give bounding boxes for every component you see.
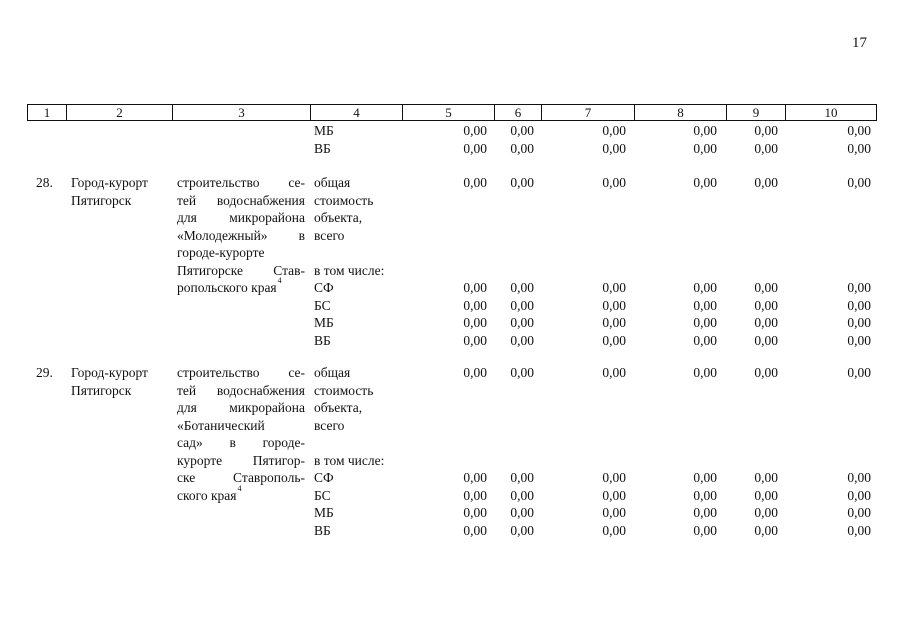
source-value: 0,00 xyxy=(847,505,871,520)
total-value: 0,00 xyxy=(847,175,871,190)
source-value: 0,00 xyxy=(510,297,534,313)
continuation-value: 0,00 xyxy=(463,123,487,138)
source-value: 0,00 xyxy=(847,280,871,295)
source-label: БС xyxy=(314,487,331,503)
source-value: 0,00 xyxy=(847,470,871,485)
source-value: 0,00 xyxy=(510,280,534,295)
source-value: 0,00 xyxy=(463,505,487,520)
total-label: стоимость xyxy=(314,192,374,208)
total-label: общая xyxy=(314,175,351,190)
project-description: ске Ставрополь- xyxy=(177,470,305,485)
source-value: 0,00 xyxy=(510,332,534,348)
total-label: всего xyxy=(314,417,345,433)
total-label: объекта, xyxy=(314,400,363,415)
source-value: 0,00 xyxy=(693,470,717,485)
project-description: для микрорайона xyxy=(177,400,305,415)
total-value: 0,00 xyxy=(602,175,626,190)
source-label: СФ xyxy=(314,280,334,295)
source-value: 0,00 xyxy=(754,332,778,348)
municipality-name: Город-курорт xyxy=(71,175,148,190)
source-value: 0,00 xyxy=(602,522,626,538)
source-value: 0,00 xyxy=(754,315,778,330)
source-value: 0,00 xyxy=(510,470,534,485)
project-description: для микрорайона xyxy=(177,210,305,225)
total-label: стоимость xyxy=(314,382,374,398)
source-label: ВБ xyxy=(314,522,331,538)
continuation-value: 0,00 xyxy=(602,123,626,138)
continuation-value: 0,00 xyxy=(847,140,871,156)
row-number: 29. xyxy=(36,365,53,380)
project-description: Пятигорске Став- xyxy=(177,262,305,278)
source-value: 0,00 xyxy=(510,315,534,330)
total-value: 0,00 xyxy=(510,365,534,380)
continuation-value: 0,00 xyxy=(510,140,534,156)
source-value: 0,00 xyxy=(693,297,717,313)
source-value: 0,00 xyxy=(463,522,487,538)
page-number: 17 xyxy=(852,35,867,51)
source-value: 0,00 xyxy=(754,297,778,313)
continuation-value: 0,00 xyxy=(847,123,871,138)
total-label: всего xyxy=(314,227,345,243)
source-value: 0,00 xyxy=(602,470,626,485)
source-value: 0,00 xyxy=(754,280,778,295)
source-value: 0,00 xyxy=(847,297,871,313)
total-value: 0,00 xyxy=(754,365,778,380)
municipality-name: Пятигорск xyxy=(71,192,132,208)
header-col-3: 3 xyxy=(172,105,310,120)
source-value: 0,00 xyxy=(847,522,871,538)
including-label: в том числе: xyxy=(314,262,385,278)
total-value: 0,00 xyxy=(693,365,717,380)
source-value: 0,00 xyxy=(602,315,626,330)
continuation-value: 0,00 xyxy=(754,140,778,156)
source-value: 0,00 xyxy=(754,505,778,520)
row-number: 28. xyxy=(36,175,53,190)
source-value: 0,00 xyxy=(693,315,717,330)
project-description: тей водоснабжения xyxy=(177,382,305,398)
header-col-9: 9 xyxy=(726,105,785,120)
total-value: 0,00 xyxy=(847,365,871,380)
source-value: 0,00 xyxy=(693,332,717,348)
project-description: «Ботанический xyxy=(177,417,265,433)
continuation-value: 0,00 xyxy=(693,123,717,138)
project-description: «Молодежный» в xyxy=(177,227,305,243)
project-description: строительство се- xyxy=(177,175,305,190)
source-value: 0,00 xyxy=(463,487,487,503)
project-description: тей водоснабжения xyxy=(177,192,305,208)
total-label: общая xyxy=(314,365,351,380)
total-value: 0,00 xyxy=(754,175,778,190)
continuation-value: 0,00 xyxy=(602,140,626,156)
source-label: МБ xyxy=(314,315,334,330)
header-col-5: 5 xyxy=(402,105,494,120)
municipality-name: Город-курорт xyxy=(71,365,148,380)
project-description: ропольского края xyxy=(177,280,277,295)
header-col-4: 4 xyxy=(310,105,402,120)
header-col-7: 7 xyxy=(541,105,634,120)
source-label: ВБ xyxy=(314,140,331,156)
project-description: курорте Пятигор- xyxy=(177,452,305,468)
source-value: 0,00 xyxy=(463,280,487,295)
source-value: 0,00 xyxy=(602,280,626,295)
source-label: ВБ xyxy=(314,332,331,348)
source-value: 0,00 xyxy=(693,487,717,503)
total-value: 0,00 xyxy=(463,175,487,190)
source-value: 0,00 xyxy=(510,505,534,520)
project-description: строительство се- xyxy=(177,365,305,380)
header-col-6: 6 xyxy=(494,105,541,120)
project-description: городе-курорте xyxy=(177,245,265,260)
source-label: СФ xyxy=(314,470,334,485)
table-header xyxy=(27,104,877,121)
source-label: БС xyxy=(314,297,331,313)
source-label: МБ xyxy=(314,123,334,138)
source-value: 0,00 xyxy=(602,487,626,503)
source-value: 0,00 xyxy=(463,315,487,330)
source-value: 0,00 xyxy=(693,522,717,538)
source-value: 0,00 xyxy=(754,470,778,485)
source-value: 0,00 xyxy=(463,470,487,485)
municipality-name: Пятигорск xyxy=(71,382,132,398)
source-value: 0,00 xyxy=(847,332,871,348)
project-description: сад» в городе- xyxy=(177,435,305,450)
header-col-10: 10 xyxy=(785,105,876,120)
total-value: 0,00 xyxy=(602,365,626,380)
header-col-8: 8 xyxy=(634,105,726,120)
source-value: 0,00 xyxy=(754,487,778,503)
total-value: 0,00 xyxy=(693,175,717,190)
total-value: 0,00 xyxy=(463,365,487,380)
source-value: 0,00 xyxy=(510,522,534,538)
continuation-value: 0,00 xyxy=(463,140,487,156)
including-label: в том числе: xyxy=(314,452,385,468)
continuation-value: 0,00 xyxy=(693,140,717,156)
source-value: 0,00 xyxy=(847,487,871,503)
source-value: 0,00 xyxy=(602,332,626,348)
header-col-2: 2 xyxy=(66,105,172,120)
source-label: МБ xyxy=(314,505,334,520)
source-value: 0,00 xyxy=(510,487,534,503)
total-value: 0,00 xyxy=(510,175,534,190)
header-col-1: 1 xyxy=(43,105,51,120)
source-value: 0,00 xyxy=(847,315,871,330)
source-value: 0,00 xyxy=(754,522,778,538)
total-label: объекта, xyxy=(314,210,363,225)
source-value: 0,00 xyxy=(463,297,487,313)
continuation-value: 0,00 xyxy=(510,123,534,138)
source-value: 0,00 xyxy=(602,297,626,313)
source-value: 0,00 xyxy=(463,332,487,348)
project-description: ского края xyxy=(177,487,237,503)
source-value: 0,00 xyxy=(693,505,717,520)
source-value: 0,00 xyxy=(693,280,717,295)
source-value: 0,00 xyxy=(602,505,626,520)
continuation-value: 0,00 xyxy=(754,123,778,138)
